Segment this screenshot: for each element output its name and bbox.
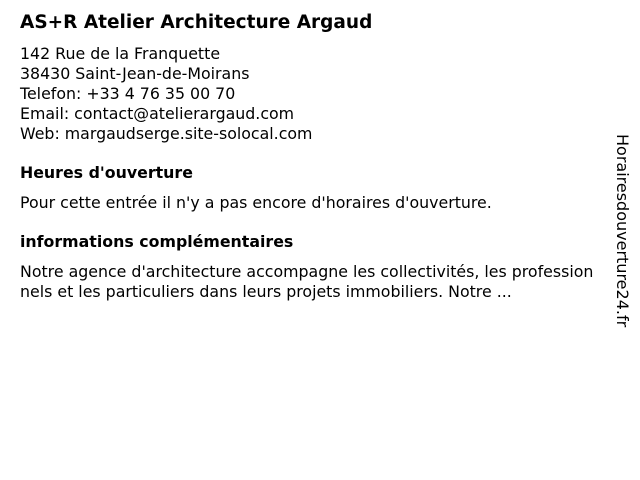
site-watermark: Horairesdouverture24.fr [613, 134, 632, 328]
additional-info-heading: informations complémentaires [20, 232, 294, 251]
phone-line: Telefon: +33 4 76 35 00 70 [20, 84, 236, 103]
opening-hours-heading: Heures d'ouverture [20, 163, 193, 182]
business-name: AS+R Atelier Architecture Argaud [20, 12, 373, 33]
additional-info-text: Notre agence d'architecture accompagne les collectivités, les professionnels et les particuliers dans leurs projets immobiliers. Notre ... [20, 262, 594, 301]
address-city: 38430 Saint-Jean-de-Moirans [20, 64, 250, 83]
web-line: Web: margaudserge.site-solocal.com [20, 124, 313, 143]
email-line: Email: contact@atelierargaud.com [20, 104, 295, 123]
business-card [20, 10, 600, 302]
opening-hours-text: Pour cette entrée il n'y a pas encore d'horaires d'ouverture. [20, 193, 492, 212]
address-street: 142 Rue de la Franquette [20, 44, 221, 63]
